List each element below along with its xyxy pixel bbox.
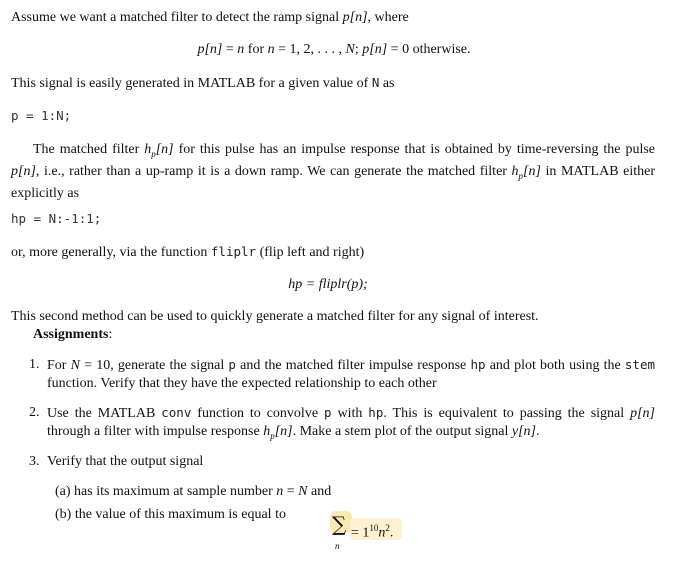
sigma-symbol: ∑ [332,512,347,536]
fliplr-intro-line: or, more generally, via the function fliplr (flip left and right) [11,244,365,260]
code-block-p: p = 1:N; [11,108,72,123]
fliplr-equation: hp = fliplr(p); [288,277,368,292]
ramp-definition-equation: p[n] = n for n = 1, 2, . . . , N; p[n] = 0 otherwise. [197,42,471,57]
summation-expression: ∑ n = $1^{10}n^2$. [327,511,417,557]
assignments-heading: Assignments: [33,327,113,342]
second-method-line: This second method can be used to quickly generate a matched filter for any signal of interest. [11,309,539,324]
sub-item-a: (a) has its maximum at sample number n = N and [55,484,332,499]
assignment-item-1: 1. For N = 10, generate the signal p and the matched filter impulse response hp and plot both using the stem function. Verify that they have the expected relationship to each other [29,357,656,391]
matlab-intro-line: This signal is easily generated in MATLAB for a given value of N as [11,75,395,91]
matched-filter-paragraph: The matched filter $h_p[n]$ for this pulse has an impulse response that is obtained by time-reversing the pulse p[n], i.e., rather than a up-ramp it is a down ramp. We can generate the matched filter $h_p[n]$ in MATLAB either explicitly as [11,142,655,201]
math-p-n: p[n] [342,10,368,25]
assignment-item-2: 2. Use the MATLAB conv function to convolve p with hp. This is equivalent to passing the signal p[n] through a filter with impulse response $h_p[n]$. Make a stem plot of the output signal y[n]. [29,405,655,441]
intro-line: Assume we want a matched filter to detect the ramp signal p[n], where [11,10,409,25]
sub-item-b: (b) the value of this maximum is equal to [55,507,286,522]
assignment-item-3: 3. Verify that the output signal [29,454,204,469]
code-block-hp: hp = N:-1:1; [11,211,102,226]
